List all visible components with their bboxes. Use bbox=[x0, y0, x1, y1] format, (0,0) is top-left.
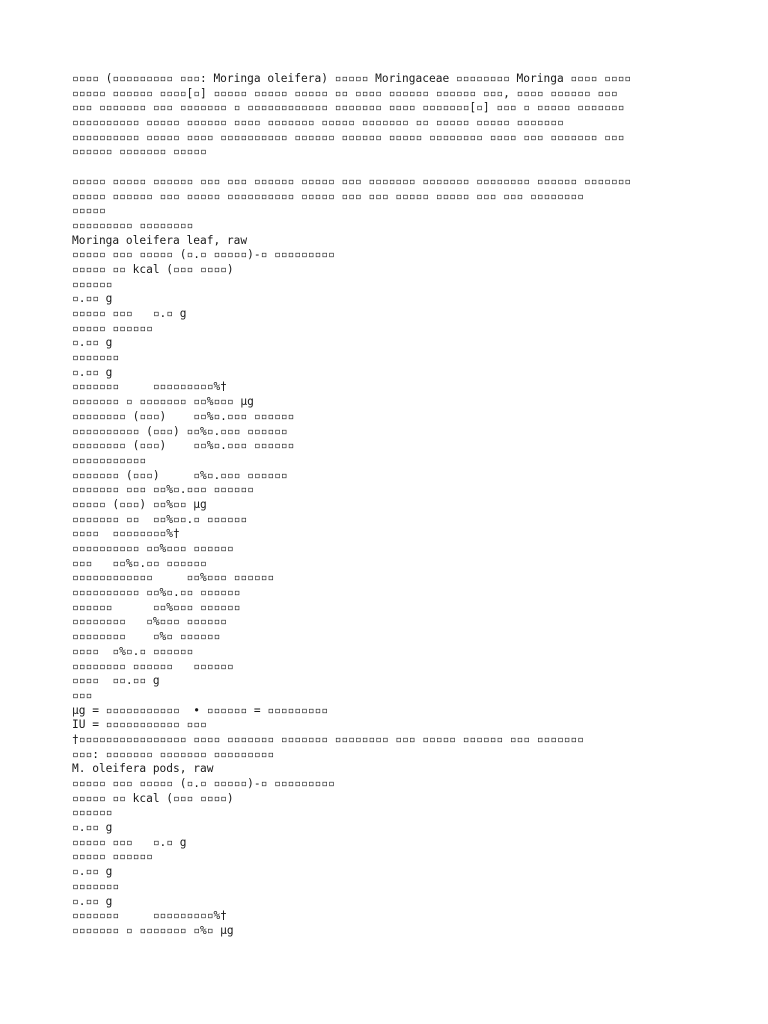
text-line: Moringa oleifera leaf, raw bbox=[72, 233, 248, 247]
text-line: ▫▫▫▫ (▫▫▫▫▫▫▫▫▫ ▫▫▫: Moringa oleifera) ▫▫▫▫▫ Moringaceae ▫▫▫▫▫▫▫▫ Moringa ▫▫▫▫ ▫▫▫▫ bbox=[72, 72, 632, 85]
text-line: ▫▫▫▫▫▫▫ ▫ ▫▫▫▫▫▫▫ ▫▫%▫▫▫ μg bbox=[72, 395, 254, 409]
text-line: ▫▫▫ bbox=[72, 688, 93, 702]
text-line: ▫▫▫▫▫ ▫▫▫ ▫.▫ g bbox=[72, 835, 187, 849]
text-line: ▫▫▫▫▫▫▫▫▫▫▫ bbox=[72, 453, 147, 467]
text-line: ▫▫▫▫▫▫▫▫▫▫▫▫ ▫▫%▫▫▫ ▫▫▫▫▫▫ bbox=[72, 571, 275, 585]
document-page bbox=[72, 72, 712, 939]
blank-line bbox=[72, 160, 712, 175]
text-line: ▫▫▫▫▫ (▫▫▫) ▫▫%▫▫ μg bbox=[72, 497, 207, 511]
text-line: ▫▫▫▫▫▫▫ (▫▫▫) ▫%▫.▫▫▫ ▫▫▫▫▫▫ bbox=[72, 468, 288, 482]
text-line: ▫▫▫▫▫▫▫ bbox=[72, 879, 120, 893]
text-line: ▫▫▫▫▫ ▫▫▫ ▫▫▫▫▫ (▫.▫ ▫▫▫▫▫)-▫ ▫▫▫▫▫▫▫▫▫ bbox=[72, 777, 335, 790]
text-line: ▫.▫▫ g bbox=[72, 292, 113, 306]
text-line: ▫▫▫▫ ▫▫.▫▫ g bbox=[72, 674, 160, 688]
text-line: ▫.▫▫ g bbox=[72, 336, 113, 350]
text-line: ▫▫▫▫▫▫▫▫ (▫▫▫) ▫▫%▫.▫▫▫ ▫▫▫▫▫▫ bbox=[72, 409, 295, 423]
text-line: ▫▫▫ ▫▫%▫.▫▫ ▫▫▫▫▫▫ bbox=[72, 556, 207, 570]
text-line: ▫.▫▫ g bbox=[72, 865, 113, 879]
text-line: ▫▫▫▫▫ ▫▫▫▫▫ ▫▫▫▫▫▫ ▫▫▫ ▫▫▫ ▫▫▫▫▫▫ ▫▫▫▫▫ ▫▫▫ ▫▫▫▫▫▫▫ ▫▫▫▫▫▫▫ ▫▫▫▫▫▫▫▫ ▫▫▫▫▫▫ ▫▫▫▫▫▫▫ bbox=[72, 174, 632, 188]
text-line: ▫▫▫▫▫▫▫ ▫ ▫▫▫▫▫▫▫ ▫%▫ μg bbox=[72, 923, 234, 937]
text-line: ▫▫▫▫▫▫▫▫▫▫ ▫▫%▫.▫▫ ▫▫▫▫▫▫ bbox=[72, 586, 241, 600]
text-line: ▫▫▫▫▫ ▫▫ kcal (▫▫▫ ▫▫▫▫) bbox=[72, 791, 234, 805]
text-line: ▫▫▫▫▫▫ ▫▫%▫▫▫ ▫▫▫▫▫▫ bbox=[72, 600, 241, 614]
text-line: ▫▫▫▫▫▫▫ ▫▫▫▫▫▫▫▫▫%† bbox=[72, 909, 227, 923]
text-line: †▫▫▫▫▫▫▫▫▫▫▫▫▫▫▫▫ ▫▫▫▫ ▫▫▫▫▫▫▫ ▫▫▫▫▫▫▫ ▫▫▫▫▫▫▫▫ ▫▫▫ ▫▫▫▫▫ ▫▫▫▫▫▫ ▫▫▫ ▫▫▫▫▫▫▫ bbox=[72, 732, 584, 746]
text-line: μg = ▫▫▫▫▫▫▫▫▫▫▫ • ▫▫▫▫▫▫ = ▫▫▫▫▫▫▫▫▫ bbox=[72, 703, 328, 717]
text-line: ▫▫▫▫▫ ▫▫▫▫▫▫ ▫▫▫ ▫▫▫▫▫ ▫▫▫▫▫▫▫▫▫▫ ▫▫▫▫▫ ▫▫▫ ▫▫▫ ▫▫▫▫▫ ▫▫▫▫▫ ▫▫▫ ▫▫▫ ▫▫▫▫▫▫▫▫ bbox=[72, 189, 584, 203]
text-line: ▫.▫▫ g bbox=[72, 365, 113, 379]
text-line: ▫▫▫▫▫▫▫ ▫▫▫ ▫▫%▫.▫▫▫ ▫▫▫▫▫▫ bbox=[72, 483, 254, 497]
text-line: ▫▫▫▫▫▫▫▫ ▫%▫▫▫ ▫▫▫▫▫▫ bbox=[72, 615, 227, 629]
text-line: ▫▫▫▫▫▫▫▫▫▫ ▫▫%▫▫▫ ▫▫▫▫▫▫ bbox=[72, 542, 234, 555]
text-line: ▫▫▫▫▫▫▫ ▫▫ ▫▫%▫▫.▫ ▫▫▫▫▫▫ bbox=[72, 512, 248, 526]
text-line: ▫▫▫▫▫▫▫▫▫▫ ▫▫▫▫▫ ▫▫▫▫▫▫ ▫▫▫▫ ▫▫▫▫▫▫▫ ▫▫▫▫▫ ▫▫▫▫▫▫▫ ▫▫ ▫▫▫▫▫ ▫▫▫▫▫ ▫▫▫▫▫▫▫ bbox=[72, 116, 564, 130]
text-line: ▫▫▫▫▫▫ ▫▫▫▫▫▫▫ ▫▫▫▫▫ bbox=[72, 145, 207, 159]
text-line: ▫▫▫▫▫ ▫▫▫▫▫▫ ▫▫▫▫[▫] ▫▫▫▫▫ ▫▫▫▫▫ ▫▫▫▫▫ ▫▫ ▫▫▫▫ ▫▫▫▫▫▫ ▫▫▫▫▫▫ ▫▫▫, ▫▫▫▫ ▫▫▫▫▫▫ ▫▫▫ bbox=[72, 86, 618, 100]
text-line: M. oleifera pods, raw bbox=[72, 762, 214, 776]
text-line: ▫▫▫▫▫ ▫▫▫▫▫▫ bbox=[72, 321, 153, 335]
text-line: ▫▫▫▫▫▫▫▫ (▫▫▫) ▫▫%▫.▫▫▫ ▫▫▫▫▫▫ bbox=[72, 439, 295, 453]
text-line: ▫▫▫▫▫▫ bbox=[72, 277, 113, 291]
text-line: ▫▫▫▫▫▫▫▫ ▫%▫ ▫▫▫▫▫▫ bbox=[72, 630, 221, 644]
text-line: ▫▫▫▫▫▫▫▫▫ ▫▫▫▫▫▫▫▫ bbox=[72, 218, 194, 232]
text-line: ▫▫▫▫▫▫▫▫▫▫ ▫▫▫▫▫ ▫▫▫▫ ▫▫▫▫▫▫▫▫▫▫ ▫▫▫▫▫▫ ▫▫▫▫▫▫ ▫▫▫▫▫ ▫▫▫▫▫▫▫▫ ▫▫▫▫ ▫▫▫ ▫▫▫▫▫▫▫ ▫▫▫ bbox=[72, 130, 625, 144]
text-line: ▫▫▫▫▫ ▫▫▫ ▫▫▫▫▫ (▫.▫ ▫▫▫▫▫)-▫ ▫▫▫▫▫▫▫▫▫ bbox=[72, 248, 335, 262]
text-line: ▫▫▫▫▫ bbox=[72, 204, 106, 218]
text-line: ▫▫▫: ▫▫▫▫▫▫▫ ▫▫▫▫▫▫▫ ▫▫▫▫▫▫▫▫▫ bbox=[72, 747, 275, 761]
text-line: ▫▫▫▫▫▫ bbox=[72, 806, 113, 820]
text-line: ▫▫▫▫▫ ▫▫▫ ▫.▫ g bbox=[72, 307, 187, 320]
text-line: IU = ▫▫▫▫▫▫▫▫▫▫▫ ▫▫▫ bbox=[72, 718, 207, 732]
text-line: ▫▫▫▫▫▫▫ bbox=[72, 351, 120, 365]
text-line: ▫▫▫▫ ▫▫▫▫▫▫▫▫%† bbox=[72, 527, 180, 541]
text-line: ▫▫▫▫ ▫%▫.▫ ▫▫▫▫▫▫ bbox=[72, 644, 194, 658]
text-line: ▫▫▫▫▫▫▫▫ ▫▫▫▫▫▫ ▫▫▫▫▫▫ bbox=[72, 659, 234, 673]
text-line: ▫▫▫▫▫ ▫▫ kcal (▫▫▫ ▫▫▫▫) bbox=[72, 262, 234, 276]
text-line: ▫▫▫ ▫▫▫▫▫▫▫ ▫▫▫ ▫▫▫▫▫▫▫ ▫ ▫▫▫▫▫▫▫▫▫▫▫▫ ▫▫▫▫▫▫▫ ▫▫▫▫ ▫▫▫▫▫▫▫[▫] ▫▫▫ ▫ ▫▫▫▫▫ ▫▫▫▫▫▫▫ bbox=[72, 101, 625, 115]
text-line: ▫.▫▫ g bbox=[72, 894, 113, 908]
text-line: ▫▫▫▫▫ ▫▫▫▫▫▫ bbox=[72, 850, 153, 864]
text-line: ▫▫▫▫▫▫▫ ▫▫▫▫▫▫▫▫▫%† bbox=[72, 380, 227, 394]
text-line: ▫.▫▫ g bbox=[72, 821, 113, 835]
text-line: ▫▫▫▫▫▫▫▫▫▫ (▫▫▫) ▫▫%▫.▫▫▫ ▫▫▫▫▫▫ bbox=[72, 424, 288, 438]
